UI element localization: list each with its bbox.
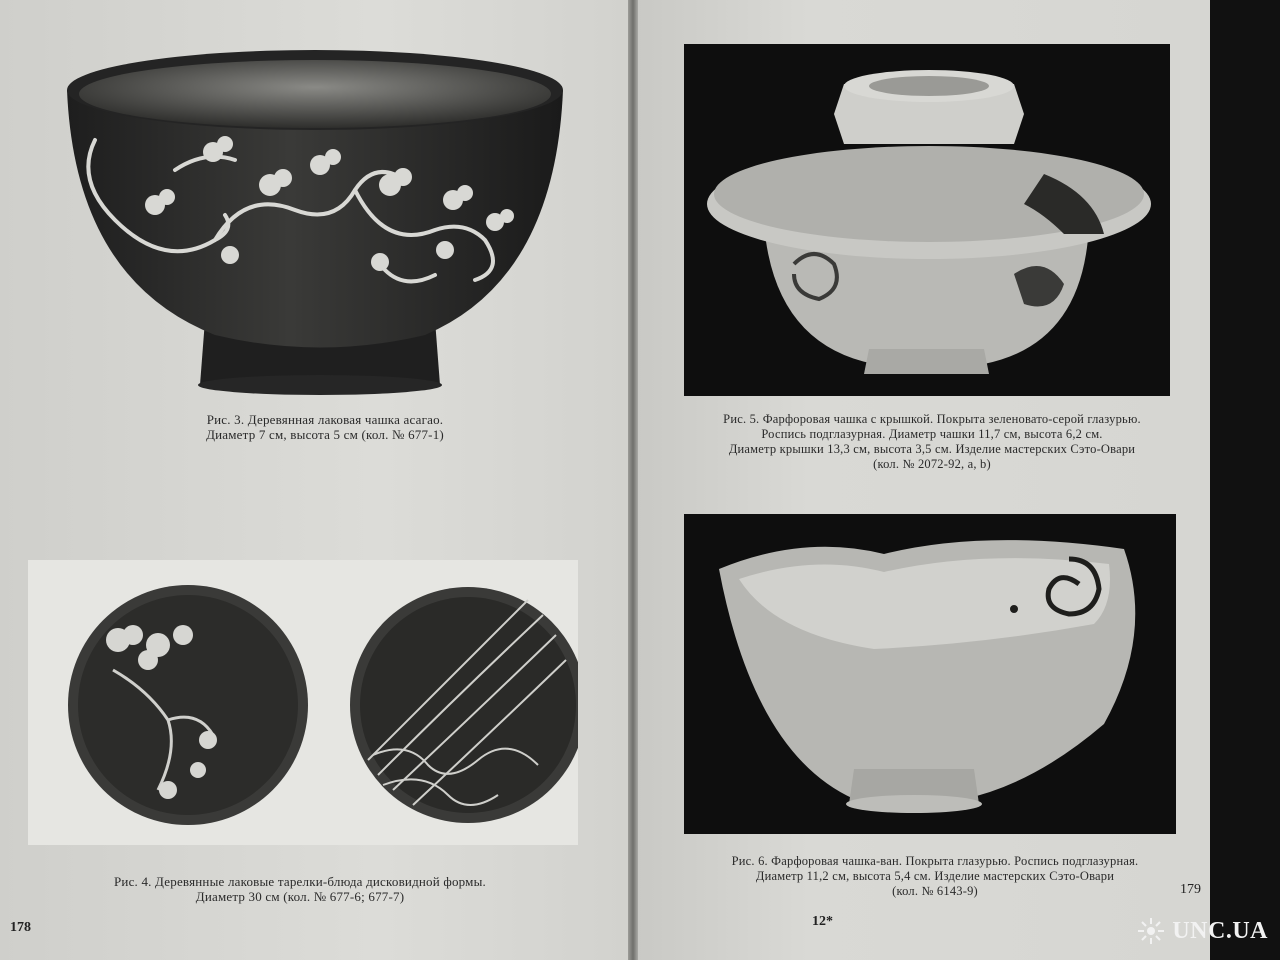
site-watermark xyxy=(1136,916,1268,946)
right-page-number: 179 xyxy=(1180,882,1201,897)
figure-6-caption-line1: Рис. 6. Фарфоровая чашка-ван. Покрыта глазурью. Роспись подглазурная. xyxy=(731,854,1139,868)
figure-3-image xyxy=(55,40,575,400)
figure-5-caption-line4: (кол. № 2072-92, a, b) xyxy=(873,457,991,471)
figure-5-caption-line3: Диаметр крышки 13,3 см, высота 3,5 см. Изделие мастерских Сэто-Овари xyxy=(728,442,1136,456)
figure-4-image xyxy=(28,560,578,845)
figure-3-caption-line1: Рис. 3. Деревянная лаковая чашка асагао. xyxy=(206,412,444,427)
figure-6-caption-line3: (кол. № 6143-9) xyxy=(892,884,978,898)
figure-4-caption-line1: Рис. 4. Деревянные лаковые тарелки-блюда дисковидной формы. xyxy=(114,874,486,889)
figure-6-image xyxy=(684,514,1176,834)
figure-6-caption-line2: Диаметр 11,2 см, высота 5,4 см. Изделие мастерских Сэто-Овари xyxy=(755,869,1115,883)
figure-5-image xyxy=(684,44,1170,396)
sunburst-logo-icon xyxy=(1136,916,1166,946)
background-edge xyxy=(1210,0,1280,960)
figure-5-caption-line2: Роспись подглазурная. Диаметр чашки 11,7 см, высота 6,2 см. xyxy=(761,427,1103,441)
book-gutter xyxy=(628,0,638,960)
left-page-number: 178 xyxy=(10,920,31,935)
figure-3-caption-line2: Диаметр 7 см, высота 5 см (кол. № 677-1) xyxy=(206,427,444,442)
figure-5-caption-line1: Рис. 5. Фарфоровая чашка с крышкой. Покрыта зеленовато-серой глазурью. xyxy=(723,412,1141,426)
figure-5-caption xyxy=(682,412,1182,472)
watermark-text: UNC.UA xyxy=(1172,917,1268,944)
figure-3-caption xyxy=(120,412,530,442)
signature-mark: 12* xyxy=(812,914,833,929)
figure-4-caption xyxy=(40,874,560,904)
figure-6-caption xyxy=(690,854,1180,899)
figure-4-caption-line2: Диаметр 30 см (кол. № 677-6; 677-7) xyxy=(195,889,405,904)
